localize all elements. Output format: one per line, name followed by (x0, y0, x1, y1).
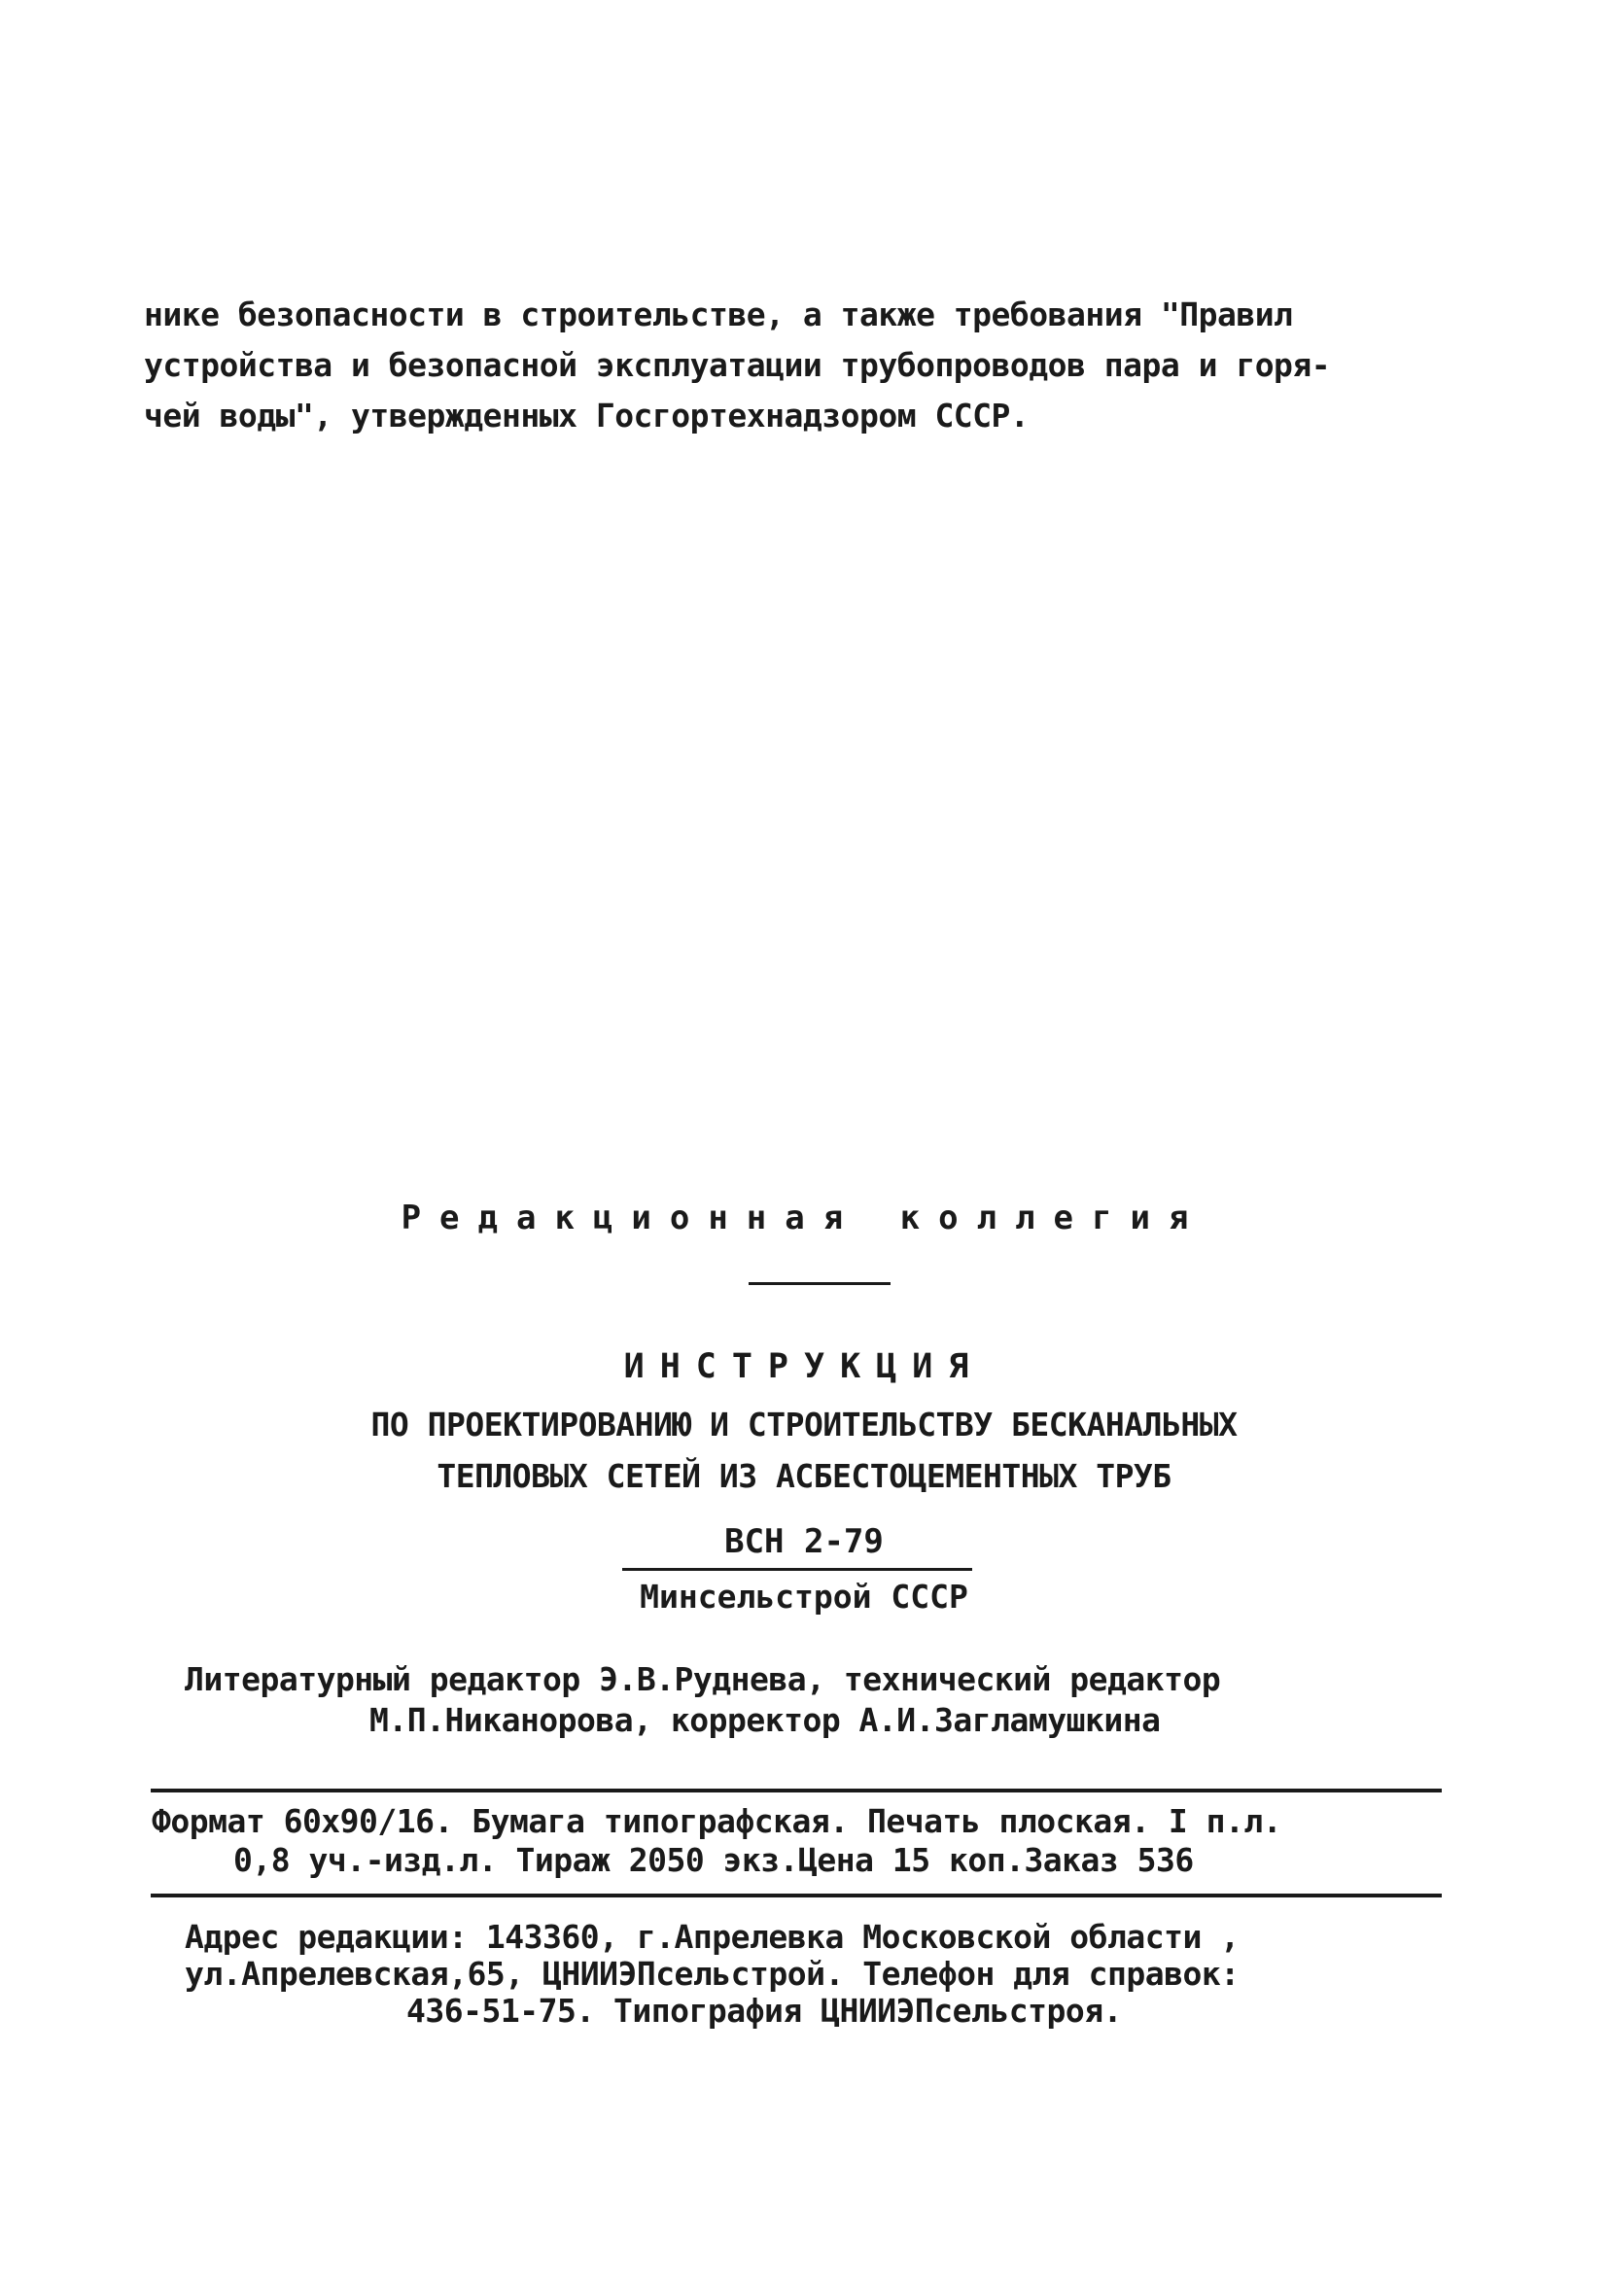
editors-line: Литературный редактор Э.В.Руднева, технический редактор (185, 1660, 1221, 1698)
editors-line: М.П.Никанорова, корректор А.И.Загламушкина (369, 1701, 1161, 1739)
intro-line: нике безопасности в строительстве, а также требования "Правил (144, 296, 1293, 333)
print-info-bottom-rule (151, 1894, 1442, 1897)
document-code: ВСН 2-79 (724, 1522, 884, 1561)
intro-line: устройства и безопасной эксплуатации трубопроводов пара и горя- (144, 346, 1331, 384)
document-title-line: ТЕПЛОВЫХ СЕТЕЙ ИЗ АСБЕСТОЦЕМЕНТНЫХ ТРУБ (437, 1457, 1171, 1495)
document-title (0, 1399, 1608, 1502)
editors-credits (185, 1659, 1449, 1741)
print-info-line: 0,8 уч.-изд.л. Тираж 2050 экз.Цена 15 коп.Заказ 536 (233, 1841, 1194, 1879)
title-divider (749, 1282, 891, 1285)
address-line: Адрес редакции: 143360, г.Апрелевка Московской области , (185, 1918, 1240, 1956)
intro-line: чей воды", утвержденных Госгортехнадзором СССР. (144, 397, 1030, 435)
address-line: 436-51-75. Типография ЦНИИЭПсельстроя. (406, 1992, 1122, 2030)
document-type: ИНСТРУКЦИЯ (623, 1347, 985, 1386)
print-info (152, 1802, 1445, 1880)
print-info-line: Формат 60х90/16. Бумага типографская. Печать плоская. I п.л. (152, 1802, 1282, 1840)
document-title-line: ПО ПРОЕКТИРОВАНИЮ И СТРОИТЕЛЬСТВУ БЕСКАНАЛЬНЫХ (370, 1406, 1238, 1444)
editorial-address (185, 1919, 1449, 2030)
address-line: ул.Апрелевская,65, ЦНИИЭПсельстрой. Телефон для справок: (185, 1955, 1240, 1993)
print-info-top-rule (151, 1789, 1442, 1792)
ministry-name: Минсельстрой СССР (640, 1578, 968, 1616)
intro-paragraph (144, 290, 1427, 441)
code-underline (622, 1568, 972, 1571)
editorial-board-title: Редакционная коллегия (401, 1199, 1207, 1237)
